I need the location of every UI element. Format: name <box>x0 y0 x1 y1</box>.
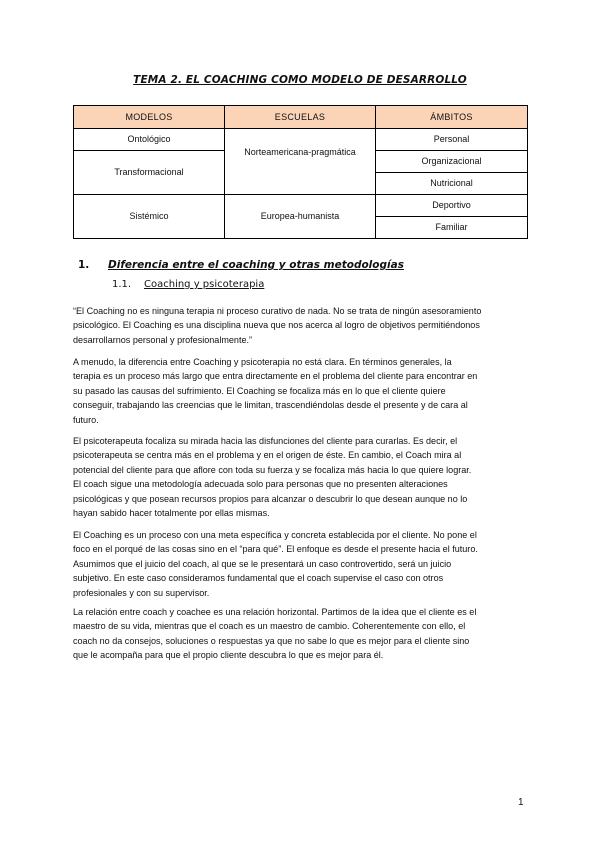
paragraph <box>73 605 528 663</box>
text-line: maestro de su vida, mientras que el coach es un maestro de cambio. Coherentemente con ello, el <box>73 621 466 632</box>
paragraph <box>73 434 528 520</box>
paragraph <box>73 528 528 600</box>
text-line: potencial del cliente para que aflore con toda su fuerza y se focaliza más hacia lo que quiere lograr. <box>73 464 472 475</box>
text-line: El Coaching es un proceso con una meta específica y concreta establecida por el cliente. No pone el <box>73 530 477 540</box>
model-cell: Ontológico <box>74 129 225 151</box>
subsection-number: 1.1. <box>112 279 132 290</box>
text-line: “El Coaching no es ninguna terapia ni proceso curativo de nada. No se trata de ningún asesoramiento <box>73 306 482 316</box>
text-line: que le acompaña para que el propio cliente descubra lo que es mejor para él. <box>73 650 384 661</box>
model-cell: Transformacional <box>74 151 225 195</box>
text-line: foco en el porqué de las cosas sino en el “para qué”. El enfoque es desde el presente hacia el futuro. <box>73 544 478 555</box>
text-line: La relación entre coach y coachee es una relación horizontal. Partimos de la idea que el cliente es el <box>73 607 477 617</box>
text-line: A menudo, la diferencia entre Coaching y psicoterapia no está clara. En términos generales, la <box>73 357 452 367</box>
school-cell: Europea-humanista <box>225 195 376 239</box>
ambit-cell: Deportivo <box>376 195 528 217</box>
text-line: psicoterapeuta se centra más en el problema y en el origen de éste. En cambio, el Coach mira al <box>73 450 462 461</box>
ambit-cell: Organizacional <box>376 151 528 173</box>
text-line: subjetivo. En este caso consideramos fundamental que el coach supervise el caso con otros <box>73 573 444 584</box>
model-cell: Sistémico <box>74 195 225 239</box>
ambit-cell: Familiar <box>376 217 528 239</box>
text-line: conseguir, trabajando las creencias que le limitan, trascendiéndolas desde el presente y de cara al <box>73 400 468 411</box>
text-line: Asumimos que el juicio del coach, al que se le presentará un caso controvertido, será un juicio <box>73 558 452 569</box>
section-heading <box>78 259 404 271</box>
subsection-title: Coaching y psicoterapia <box>144 279 265 290</box>
text-line: profesionales y con su supervisor. <box>73 587 210 598</box>
text-line: desarrollarnos personal y profesionalmente.” <box>73 334 253 345</box>
ambit-cell: Personal <box>376 129 528 151</box>
text-line: El coach sigue una metodología adecuada solo para personas que no presenten alteraciones <box>73 479 448 490</box>
text-line: psicológicas y que posean recursos propios para alcanzar o descubrir lo que desean aunque no lo <box>73 493 468 504</box>
document-title: TEMA 2. EL COACHING COMO MODELO DE DESARROLLO <box>133 74 467 86</box>
table-header-row <box>74 106 528 129</box>
ambit-cell: Nutricional <box>376 173 528 195</box>
header-modelos: MODELOS <box>74 106 225 129</box>
text-line: hayan sabido hacer totalmente por ellas mismas. <box>73 508 270 519</box>
text-line: El psicoterapeuta focaliza su mirada hacia las disfunciones del cliente para curarlas. Es decir, el <box>73 436 458 446</box>
paragraph-quote <box>73 304 528 347</box>
text-line: su pasado las causas del sufrimiento. El Coaching se focaliza más en lo que el cliente quiere <box>73 385 446 396</box>
section-number: 1. <box>78 259 90 271</box>
models-table <box>73 105 528 239</box>
school-cell: Norteamericana-pragmática <box>225 129 376 195</box>
subsection-heading <box>112 279 264 290</box>
section-title: Diferencia entre el coaching y otras metodologías <box>108 259 404 271</box>
paragraph <box>73 355 528 427</box>
text-line: psicológico. El Coaching es una disciplina nueva que nos acerca al logro de objetivos permitiéndonos <box>73 320 480 331</box>
table-row <box>74 129 528 151</box>
text-line: coach no da consejos, soluciones o respuestas ya que no sabe lo que es mejor para el cliente sino <box>73 635 470 646</box>
page-number: 1 <box>518 797 524 808</box>
text-line: terapia es un proceso más largo que entra directamente en el problema del cliente para encontrar en <box>73 371 478 382</box>
header-ambitos: ÁMBITOS <box>376 106 528 129</box>
header-escuelas: ESCUELAS <box>225 106 376 129</box>
text-line: futuro. <box>73 414 99 425</box>
table-row <box>74 195 528 217</box>
